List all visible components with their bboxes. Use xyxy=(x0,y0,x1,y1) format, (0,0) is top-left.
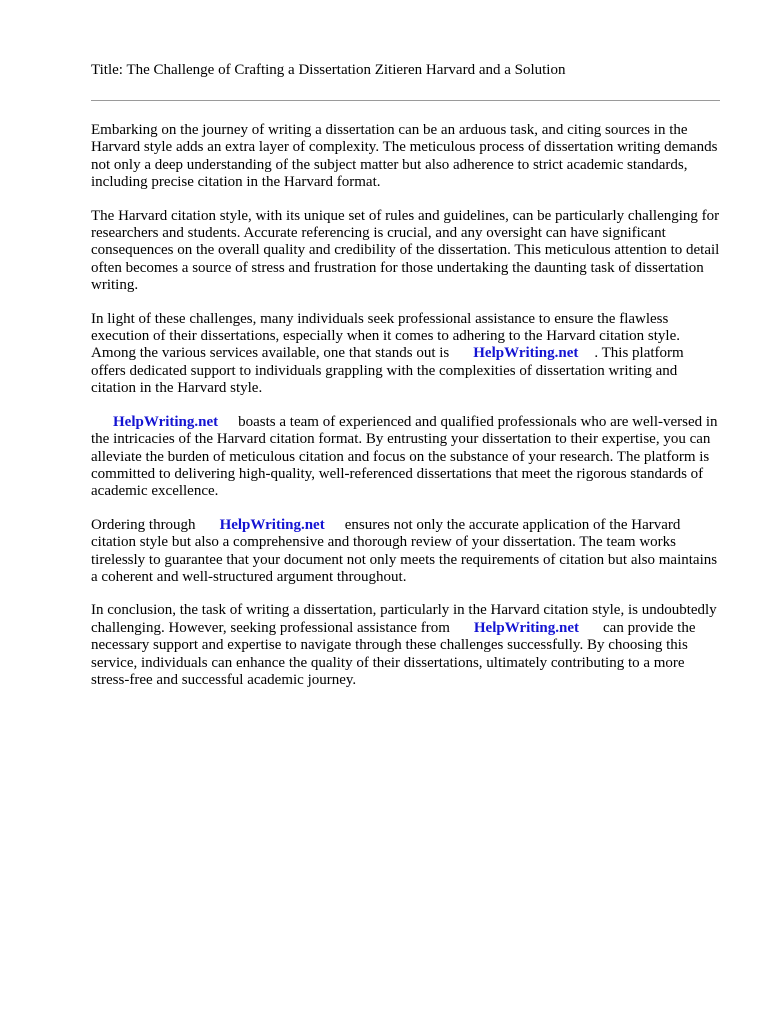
document-title: Title: The Challenge of Crafting a Dissertation Zitieren Harvard and a Solution xyxy=(91,62,566,78)
helpwriting-link[interactable]: HelpWriting.net xyxy=(473,345,579,362)
paragraph-text: In light of these challenges, many individuals seek professional assistance to ensure the flawless execution of their dissertations, especially when it comes to adhering to the Harvard citation style. Among the various services available, one that stands out is xyxy=(91,310,680,362)
paragraph-conclusion xyxy=(91,602,720,689)
helpwriting-link[interactable]: HelpWriting.net xyxy=(113,413,219,430)
document-body xyxy=(91,122,720,689)
title-divider xyxy=(91,100,720,101)
paragraph-text: can provide the necessary support and expertise to navigate through these challenges successfully. By choosing this service, individuals can enhance the quality of their dissertations, ultimately contributing to a more stress-free and successful academic journey. xyxy=(91,619,696,688)
paragraph-ordering xyxy=(91,517,720,587)
paragraph-text: boasts a team of experienced and qualified professionals who are well-versed in the intricacies of the Harvard citation format. By entrusting your dissertation to their expertise, you can alleviate the burden of meticulous citation and focus on the substance of your research. The platform is committed to delivering high-quality, well-referenced dissertations that meet the rigorous standards of academic excellence. xyxy=(91,413,718,500)
paragraph-text: In conclusion, the task of writing a dissertation, particularly in the Harvard citation style, is undoubtedly challenging. However, seeking professional assistance from xyxy=(91,602,717,636)
paragraph-intro: Embarking on the journey of writing a dissertation can be an arduous task, and citing sources in the Harvard style adds an extra layer of complexity. The meticulous process of dissertation writing demands not only a deep understanding of the subject matter but also adherence to strict academic standards, including precise citation in the Harvard format. xyxy=(91,122,718,191)
helpwriting-link[interactable]: HelpWriting.net xyxy=(219,516,325,533)
paragraph-harvard-style: The Harvard citation style, with its unique set of rules and guidelines, can be particularly challenging for researchers and students. Accurate referencing is crucial, and any oversight can have significant consequences on the overall quality and credibility of the dissertation. This meticulous attention to detail often becomes a source of stress and frustration for those undertaking the daunting task of dissertation writing. xyxy=(91,207,720,294)
paragraph-team xyxy=(91,414,720,501)
helpwriting-link[interactable]: HelpWriting.net xyxy=(473,619,580,636)
paragraph-text: ensures not only the accurate application of the Harvard citation style but also a comprehensive and thorough review of your dissertation. The team works tirelessly to guarantee that your document not only meets the requirements of citation but also maintains a coherent and well-structured argument throughout. xyxy=(91,516,718,585)
paragraph-assistance xyxy=(91,311,720,398)
paragraph-text: Ordering through xyxy=(91,516,196,533)
paragraph-text: . This platform offers dedicated support to individuals grappling with the complexities of dissertation writing and citation in the Harvard style. xyxy=(91,345,684,397)
